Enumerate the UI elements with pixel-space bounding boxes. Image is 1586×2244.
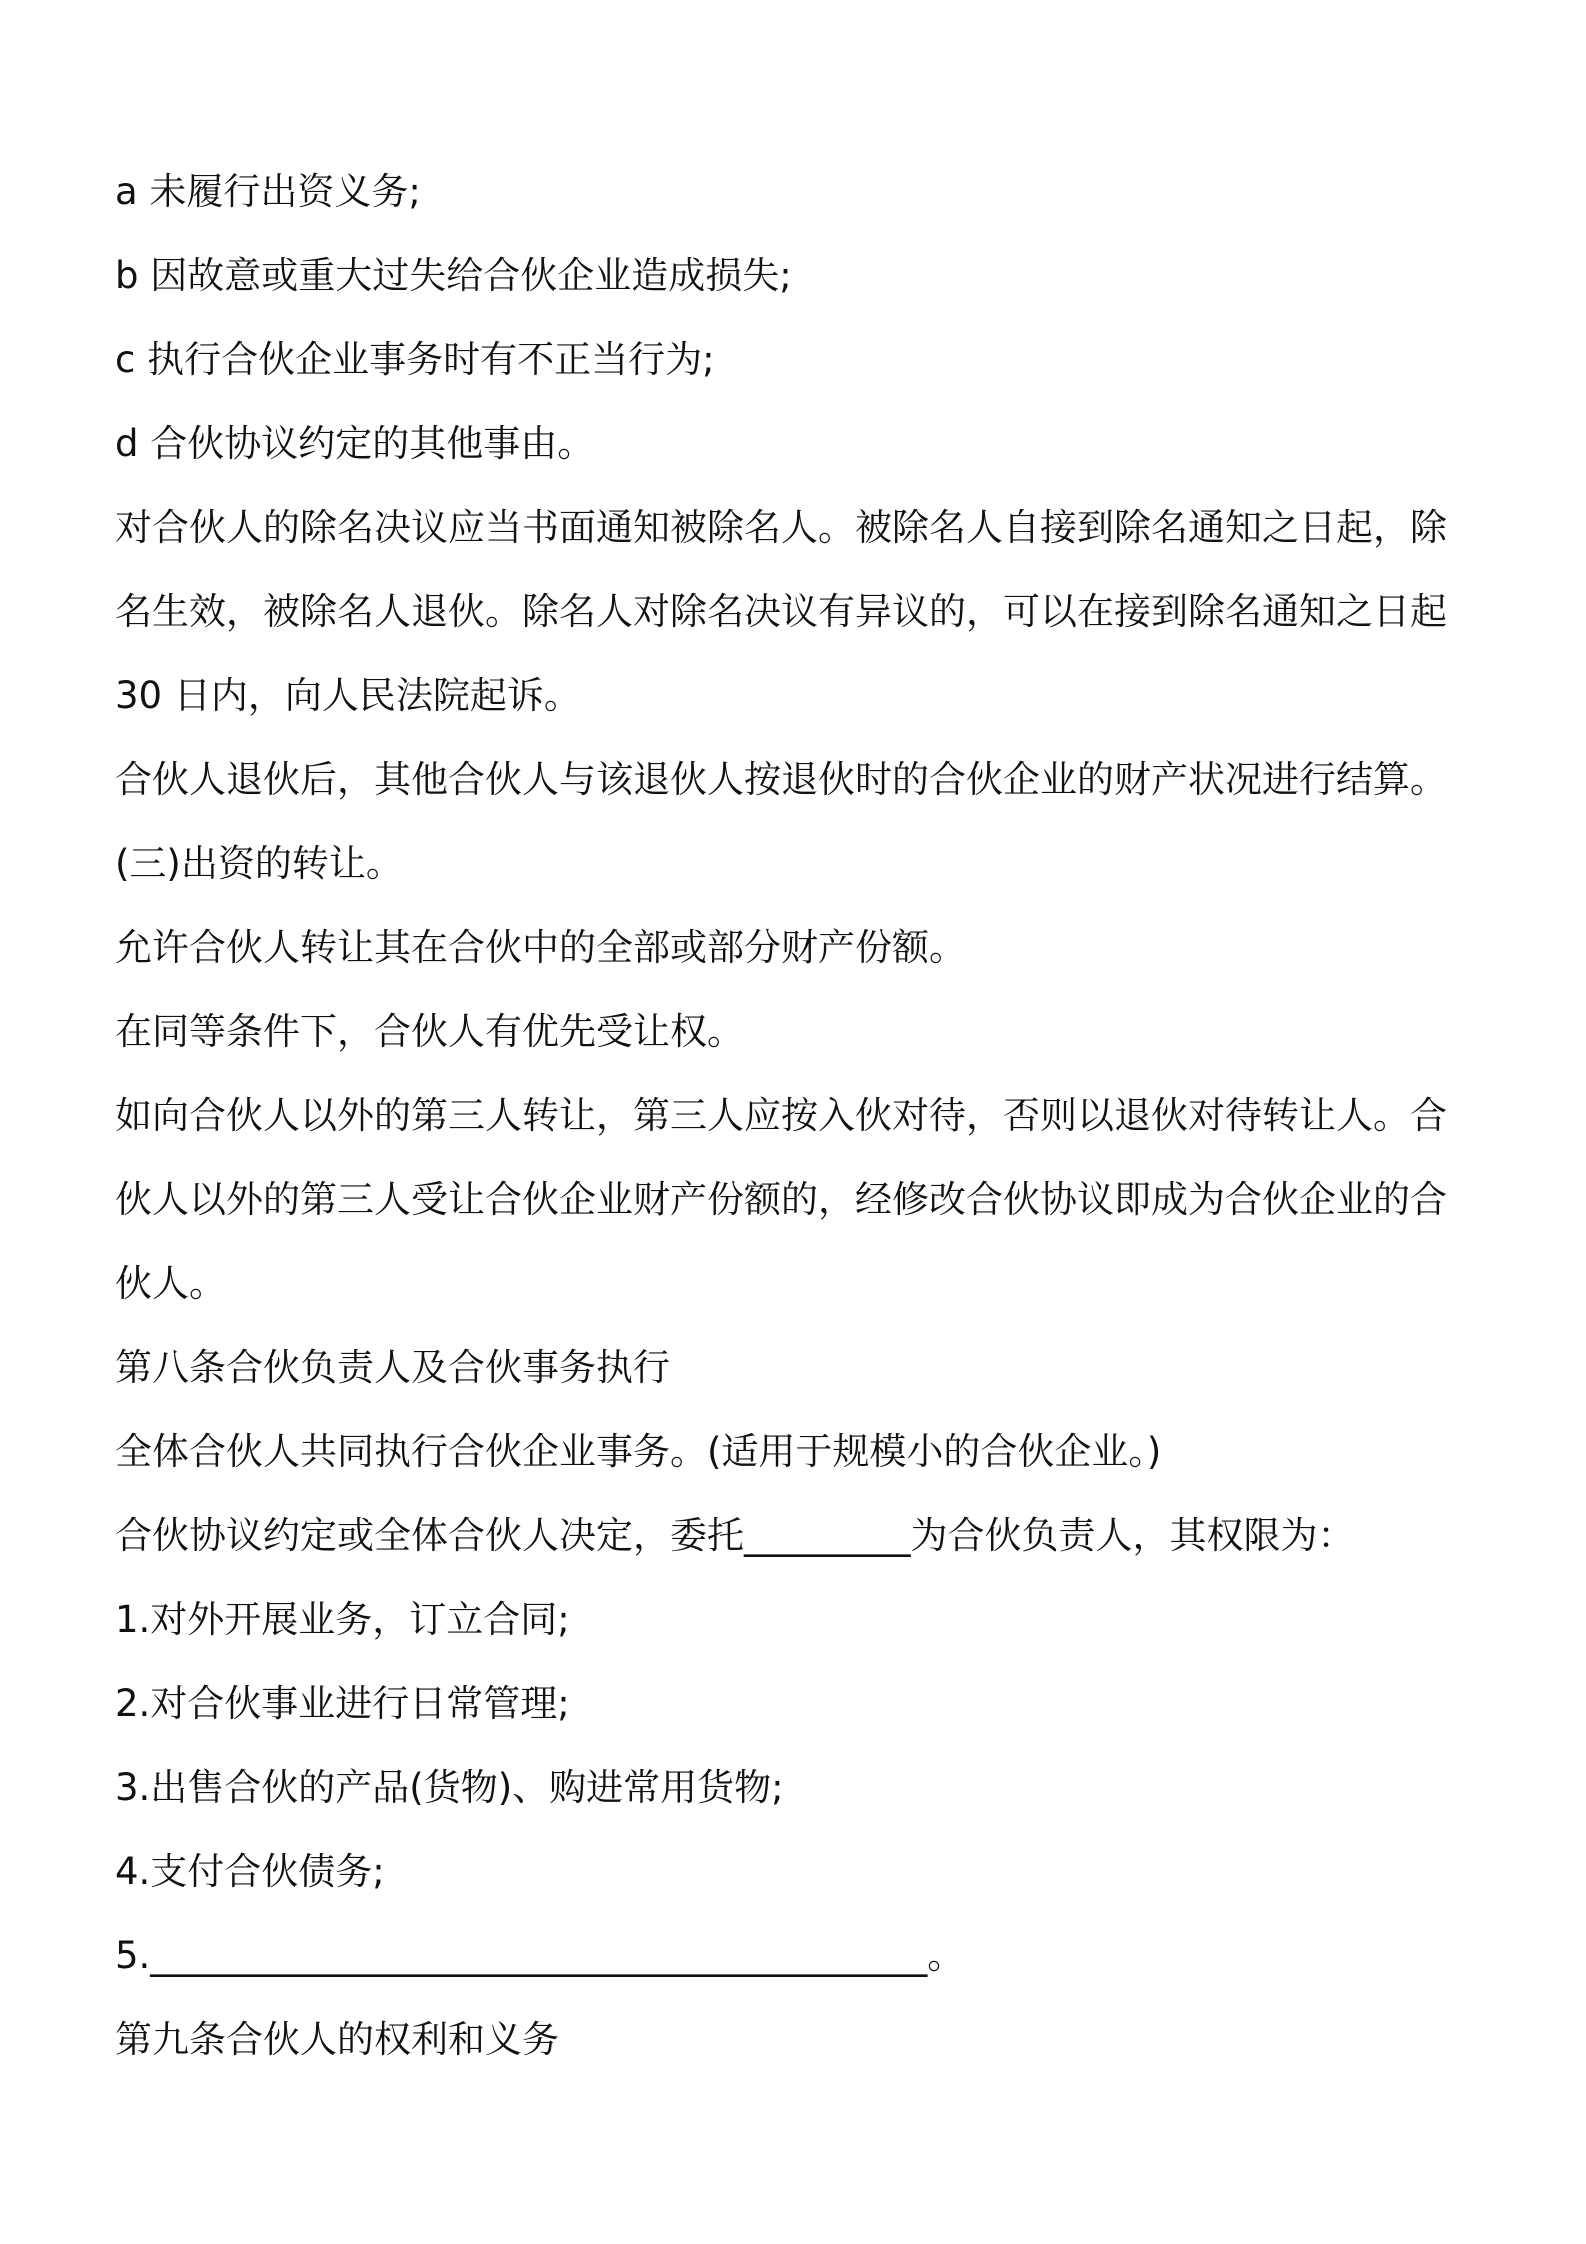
- paragraph-joint-execution: 全体合伙人共同执行合伙企业事务。(适用于规模小的合伙企业。): [115, 1430, 1162, 1473]
- list-item-c: c 执行合伙企业事务时有不正当行为;: [115, 338, 715, 381]
- paragraph-third-party-line-2: 伙人以外的第三人受让合伙企业财产份额的，经修改合伙协议即成为合伙企业的合: [115, 1178, 1447, 1221]
- list-item-4: 4.支付合伙债务;: [115, 1850, 385, 1893]
- list-item-2: 2.对合伙事业进行日常管理;: [115, 1682, 570, 1725]
- list-item-a: a 未履行出资义务;: [115, 170, 421, 213]
- paragraph-expulsion-line-2: 名生效，被除名人退伙。除名人对除名决议有异议的，可以在接到除名通知之日起: [115, 590, 1447, 633]
- paragraph-expulsion-line-1: 对合伙人的除名决议应当书面通知被除名人。被除名人自接到除名通知之日起，除: [115, 506, 1447, 549]
- document-body: [115, 150, 1490, 2082]
- article-9-heading: 第九条合伙人的权利和义务: [115, 2018, 559, 2061]
- section-heading-transfer: (三)出资的转让。: [115, 842, 403, 885]
- paragraph-settlement: 合伙人退伙后，其他合伙人与该退伙人按退伙时的合伙企业的财产状况进行结算。: [115, 758, 1447, 801]
- paragraph-transfer-allowed: 允许合伙人转让其在合伙中的全部或部分财产份额。: [115, 926, 966, 969]
- list-item-3: 3.出售合伙的产品(货物)、购进常用货物;: [115, 1766, 784, 1809]
- list-item-1: 1.对外开展业务，订立合同;: [115, 1598, 570, 1641]
- paragraph-third-party-line-1: 如向合伙人以外的第三人转让，第三人应按入伙对待，否则以退伙对待转让人。合: [115, 1094, 1447, 1137]
- list-item-5: 5.__________________________________________。: [115, 1934, 965, 1977]
- list-item-d: d 合伙协议约定的其他事由。: [115, 422, 595, 465]
- list-item-b: b 因故意或重大过失给合伙企业造成损失;: [115, 254, 792, 297]
- paragraph-third-party-line-3: 伙人。: [115, 1262, 226, 1305]
- paragraph-delegation: 合伙协议约定或全体合伙人决定，委托_________为合伙负责人，其权限为：: [115, 1514, 1355, 1557]
- paragraph-preemption: 在同等条件下，合伙人有优先受让权。: [115, 1010, 744, 1053]
- paragraph-expulsion-line-3: 30 日内，向人民法院起诉。: [115, 674, 581, 717]
- article-8-heading: 第八条合伙负责人及合伙事务执行: [115, 1346, 670, 1389]
